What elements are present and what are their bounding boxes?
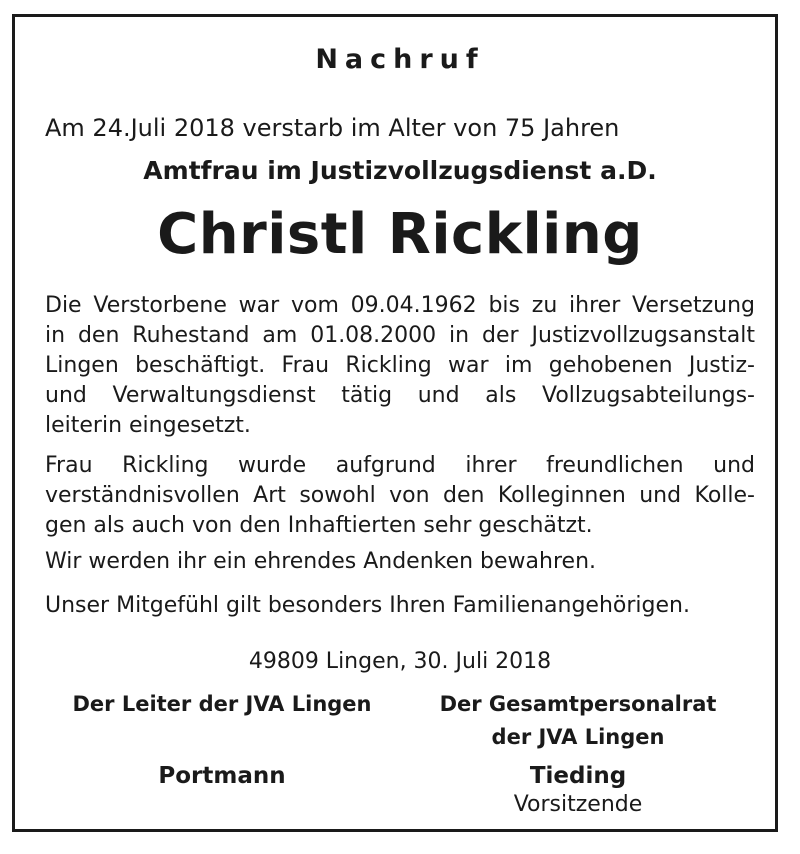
appreciation-line: Frau Rickling wurde aufgrund ihrer freundlichen und [45, 453, 755, 478]
signature-organization-line2: der JVA Lingen [491, 725, 665, 749]
signatory-role: Vorsitzende [513, 792, 643, 817]
career-line: Die Verstorbene war vom 09.04.1962 bis zu ihrer Versetzung [45, 293, 755, 318]
appreciation-paragraph [45, 451, 755, 541]
signature-right [418, 688, 738, 819]
place-and-date: 49809 Lingen, 30. Juli 2018 [248, 649, 552, 674]
career-line: Lingen beschäftigt. Frau Rickling war im gehobenen Justiz- [45, 353, 755, 378]
appreciation-line: verständnisvollen Art sowohl von den Kolleginnen und Kolle- [45, 483, 755, 508]
deceased-name: Christl Rickling [157, 202, 643, 267]
career-line: leiterin eingesetzt. [45, 413, 251, 438]
signature-organization: Der Gesamtpersonalrat [439, 692, 717, 716]
condolence-line: Unser Mitgefühl gilt besonders Ihren Familienangehörigen. [45, 593, 690, 618]
career-line: und Verwaltungsdienst tätig und als Vollzugsabteilungs- [45, 383, 755, 408]
signature-organization: Der Leiter der JVA Lingen [72, 692, 372, 716]
signature-left [62, 688, 382, 791]
signatory-name: Tieding [529, 763, 627, 789]
notice-heading: Nachruf [315, 44, 485, 75]
career-line: in den Ruhestand am 01.08.2000 in der Justizvollzugsanstalt [45, 323, 755, 348]
signatory-name: Portmann [158, 763, 286, 789]
deceased-title: Amtfrau im Justizvollzugsdienst a.D. [143, 156, 657, 185]
condolence-paragraph [45, 591, 755, 621]
death-announcement: Am 24.Juli 2018 verstarb im Alter von 75 Jahren [45, 114, 620, 142]
remembrance-line: Wir werden ihr ein ehrendes Andenken bewahren. [45, 549, 597, 574]
appreciation-line: gen als auch von den Inhaftierten sehr geschätzt. [45, 513, 593, 538]
remembrance-paragraph [45, 547, 755, 577]
career-paragraph [45, 291, 755, 441]
